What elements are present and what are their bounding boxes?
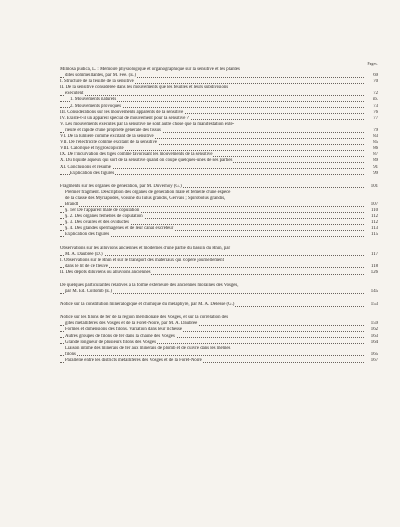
- toc-entry-title: Notice sur la constitution minéralogique et chimique du mélaphyre, par M. A. Delesse (G.): [60, 302, 235, 308]
- toc-entry-page: 73: [373, 103, 378, 109]
- toc-entry-page: 126: [370, 269, 378, 275]
- toc-entry-title: XI. Conclusions et résumé: [60, 164, 111, 170]
- toc-entry-page: 87: [373, 152, 378, 158]
- toc-entry-title: Explication des figures: [70, 170, 115, 176]
- toc-section: [60, 283, 378, 295]
- toc-entry-page: 89: [373, 158, 378, 164]
- toc-entry-title: VIII. Calorique et hygroscopicité: [60, 146, 124, 152]
- toc-entry-title: dans le lit de ce fleuve: [65, 263, 109, 269]
- leader-dots: [60, 206, 364, 207]
- toc-entry-title: Formes et dimensions des filons. Variation dans leur richesse: [65, 327, 183, 333]
- toc-section: [60, 315, 378, 364]
- toc-entry-title: §. 2. Des organes femelles de copulation: [65, 214, 143, 220]
- toc-entry-page: 117: [370, 251, 378, 257]
- toc-entry-page: 153: [370, 302, 378, 308]
- toc-entry-page: 112: [370, 220, 378, 226]
- toc-entry-title: Fragments sur les organes de génération, par M. Duvernoy (G.): [60, 183, 182, 189]
- toc-entry-title: V. Les mouvements exécutés par la sensitive ne sont autre chose que la manifestation exté-: [60, 121, 235, 127]
- toc-entry-page: 112: [370, 214, 378, 220]
- toc-section: [60, 67, 378, 177]
- toc-entry-page: 145: [370, 289, 378, 295]
- toc-entry-page: 110: [370, 208, 378, 214]
- toc-entry-title: Autres groupes de filons de fer dans la chaîne des Vosges: [65, 333, 175, 339]
- toc-entry-title: Parallélie entre les districts métallifères des Vosges et de la Forêt-Noire: [65, 357, 202, 363]
- toc-entry-page: 162: [370, 327, 378, 333]
- toc-entry-title: Mimosa pudica, L. : Mémoire physiologique et organographique sur la sensitive et les plantes: [60, 67, 240, 72]
- toc-entry-title: Brandt: [65, 201, 79, 207]
- toc-entry: [60, 232, 378, 238]
- toc-entry-page: 163: [370, 333, 378, 339]
- toc-entry-title: IV. Existe-t-il un appareil spécial de mouvement pour la sensitive ?: [60, 115, 189, 121]
- toc-entry-title: par M. Éd. Collomb (E.): [65, 289, 113, 295]
- toc-entry-title: §. 1er De l'appareil mâle de copulation: [65, 208, 140, 214]
- toc-entry-title: I. Structure de la feuille de la sensitive: [60, 79, 134, 85]
- toc-entry-title: IX. De l'incurvation des tiges comme favorisant les mouvements de la sensitive: [60, 152, 213, 158]
- toc-entry-page: 77: [373, 115, 378, 121]
- toc-entry-title: Notice sur les filons de fer de la région méridionale des Vosges, et sur la corrélation des: [60, 315, 229, 321]
- toc-entry: [60, 289, 378, 295]
- toc-entry-title: 2. Mouvements provoqués: [70, 103, 122, 109]
- toc-entry-page: 86: [373, 146, 378, 152]
- toc-entry-page: 118: [370, 263, 378, 269]
- toc-entry-title: VII. De l'électricité comme excitant de la sensitive: [60, 140, 158, 146]
- toc-entry-page: 70: [373, 79, 378, 85]
- toc-section: [60, 184, 378, 239]
- toc-entry-title: Liaison intime des minerais de fer aux minerais de plomb et de cuivre dans les mêmes: [65, 345, 231, 351]
- toc-section: [60, 302, 378, 308]
- toc-entry-title: De quelques particularités relatives à la forme extérieure des anciennes moraines des Vosges,: [60, 283, 239, 288]
- toc-entry-page: 69: [373, 73, 378, 79]
- toc-entry: [60, 302, 378, 308]
- pages-column-label: Pages.: [367, 62, 378, 66]
- toc-entry-title: II. De la sensitive considérée dans les mouvements que les feuilles et leurs subdivisions: [60, 85, 229, 91]
- toc-entry-page: 113: [370, 226, 378, 232]
- toc-entry-title: Observations sur les alluvions anciennes et modernes d'une partie du bassin du Rhin, par: [60, 245, 231, 251]
- toc-entry-page: 164: [370, 339, 378, 345]
- toc-entry-title: Grande longueur de plusieurs filons des Vosges: [65, 339, 156, 345]
- leader-dots: [60, 255, 364, 256]
- toc-entry-title: I. Observations sur le Rhin et sur le transport des matériaux qui s'opère journellement: [60, 257, 224, 263]
- toc-entry-title: Premier fragment. Description des organes de génération mâle et femelle d'une espèce: [65, 189, 231, 195]
- toc-entry-page: 107: [370, 201, 378, 207]
- toc-entry-title: M. A. Daubrée (D.): [65, 251, 103, 257]
- toc-entry-page: 76: [373, 109, 378, 115]
- toc-entry-title: §. 4. Des glandes spermagènes et de leur canal excréteur: [65, 226, 174, 232]
- toc-entry-title: dites sommeillantes, par M. Fée. (E.): [65, 73, 137, 79]
- toc-entry-title: X. Du liquide aqueux qui sort de la sensitive quand on coupe quelques-unes de ses parties: [60, 158, 233, 164]
- toc-entry-title: II. Des dépôts diluviens ou alluvions anciennes: [60, 269, 151, 275]
- toc-entry-page: 79: [373, 127, 378, 133]
- table-of-contents: [60, 67, 378, 364]
- toc-entry-title: 1. Mouvements naturels: [70, 97, 117, 103]
- toc-entry-title: Explication des figures: [65, 232, 110, 238]
- toc-entry-title: rieure et rapide d'une propriété générale des tissus: [65, 127, 161, 133]
- toc-entry-page: 99: [373, 170, 378, 176]
- toc-entry-title: gîtes métallifères des Vosges et de la Forêt-Noire, par M. A. Daubrée: [65, 321, 198, 327]
- toc-entry-page: 91: [373, 164, 378, 170]
- toc-entry-title: exécutent: [65, 91, 84, 97]
- toc-entry-page: 85: [373, 140, 378, 146]
- toc-entry-page: 72: [373, 91, 378, 97]
- toc-entry-page: 167: [370, 357, 378, 363]
- toc-entry: [60, 171, 378, 177]
- toc-entry: [60, 358, 378, 364]
- toc-entry-page: 159: [370, 321, 378, 327]
- leader-dots: [60, 355, 364, 356]
- toc-entry-page: 115: [370, 232, 378, 238]
- toc-entry-title: III. Considérations sur les mouvements apparents de la sensitive: [60, 109, 184, 115]
- toc-entry: [60, 270, 378, 276]
- toc-entry-page: 165: [370, 351, 378, 357]
- leader-dots: [60, 95, 364, 96]
- toc-entry-page: 83: [373, 134, 378, 140]
- toc-entry-page: 101: [370, 183, 378, 189]
- toc-entry-title: §. 3. Des ovaires et des oviductes: [65, 220, 129, 226]
- toc-entry-title: VI. De la lumière comme excitant de la sensitive: [60, 134, 154, 140]
- toc-entry-title: filons: [65, 351, 76, 357]
- toc-section: [60, 246, 378, 276]
- toc-entry-page: ib.: [373, 97, 378, 103]
- toc-entry-title: de la classe des Myriapodes, voisine du Iulus grandis, Gervais ; Spirobolus grandis,: [65, 195, 226, 201]
